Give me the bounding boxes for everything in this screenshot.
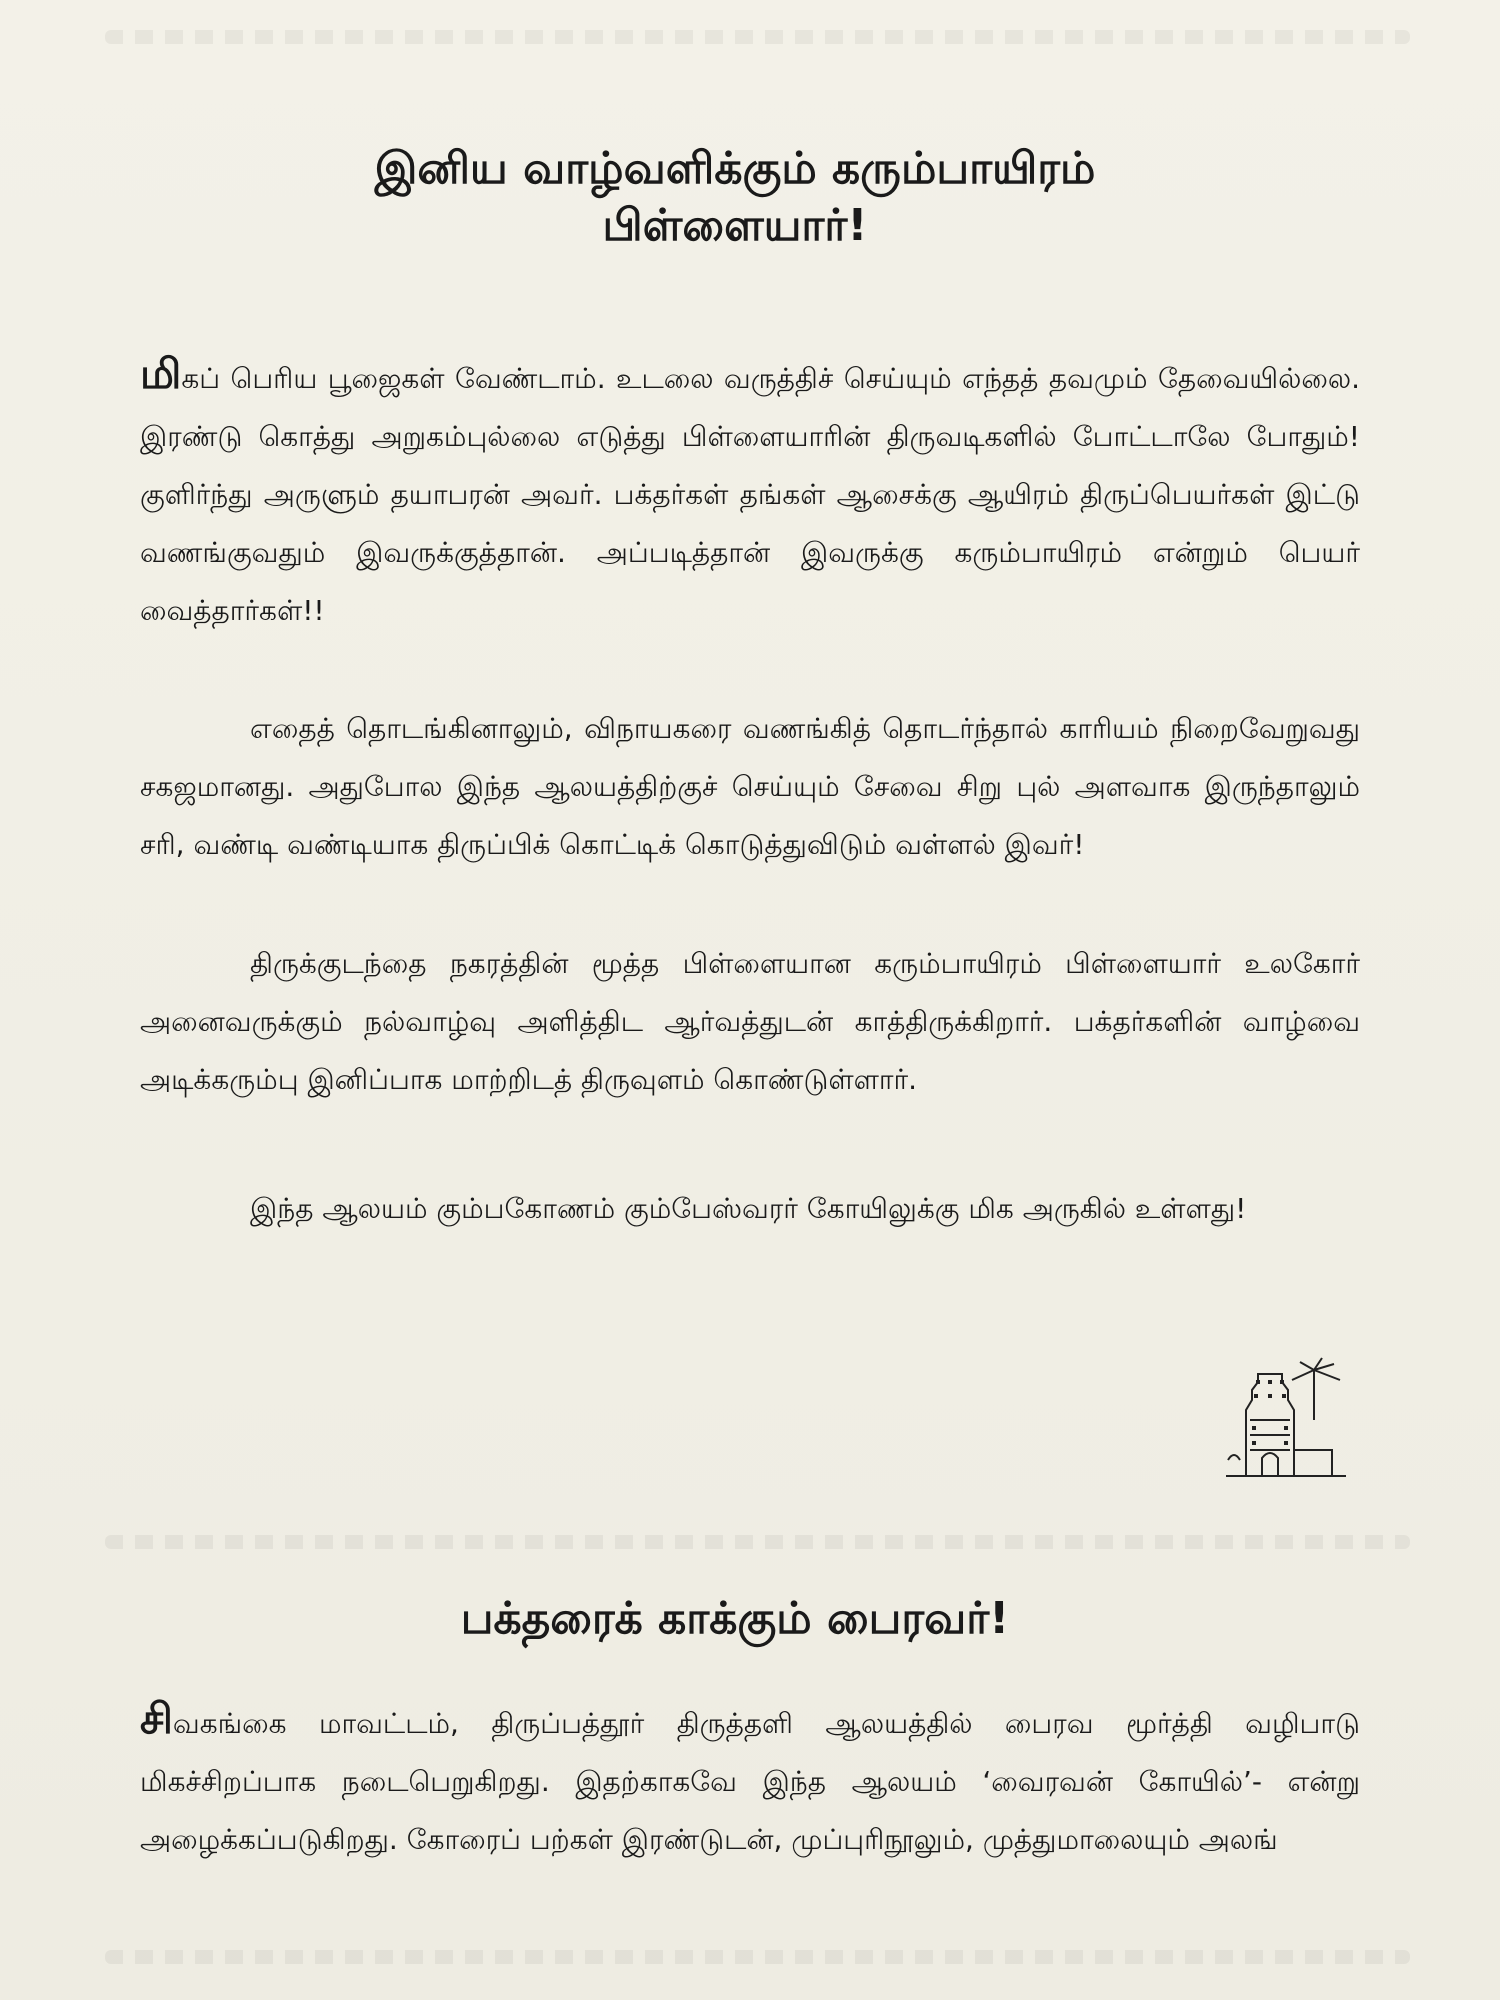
bleed-through-line <box>105 1950 1410 1964</box>
section2-title: பக்தரைக் காக்கும் பைரவர்! <box>460 1593 1010 1644</box>
section1-title <box>110 140 1360 254</box>
section1-paragraph-4: இந்த ஆலயம் கும்பகோணம் கும்பேஸ்வரர் கோயிலுக்கு மிக அருகில் உள்ளது! <box>250 1192 1247 1225</box>
section1-title-line1: இனிய வாழ்வளிக்கும் கரும்பாயிரம் <box>374 143 1096 194</box>
section1-title-line2: பிள்ளையார்! <box>602 200 868 252</box>
bleed-through-line <box>105 30 1410 44</box>
section2-paragraph-1 <box>140 1690 1360 1869</box>
bleed-through-line <box>105 1535 1410 1549</box>
paragraph-text: வகங்கை மாவட்டம், திருப்பத்தூர் திருத்தளி ஆலயத்தில் பைரவ மூர்த்தி வழிபாடு மிகச்சிறப்பாக நடைபெறுகிறது. இதற்காகவே இந்த ஆலயம் ‘வைரவன் கோயில்’- என்று அழைக்கப்படுகிறது. கோரைப் பற்கள் இரண்டுடன், முப்புரிநூலும், முத்துமாலையும் அலங் <box>140 1707 1360 1856</box>
section1-paragraph-3: திருக்குடந்தை நகரத்தின் மூத்த பிள்ளையான கரும்பாயிரம் பிள்ளையார் உலகோர் அனைவருக்கும் நல்வாழ்வு அளித்திட ஆர்வத்துடன் காத்திருக்கிறார். பக்தர்களின் வாழ்வை அடிக்கரும்பு இனிப்பாக மாற்றிடத் திருவுளம் கொண்டுள்ளார். <box>140 947 1360 1096</box>
temple-gopuram-icon <box>1222 1350 1352 1485</box>
section1-paragraph-1 <box>140 345 1360 640</box>
drop-cap: மி <box>140 349 182 398</box>
section1-paragraph-2: எதைத் தொடங்கினாலும், விநாயகரை வணங்கித் தொடர்ந்தால் காரியம் நிறைவேறுவது சகஜமானது. அதுபோல இந்த ஆலயத்திற்குச் செய்யும் சேவை சிறு புல் அளவாக இருந்தாலும் சரி, வண்டி வண்டியாக திருப்பிக் கொட்டிக் கொடுத்துவிடும் வள்ளல் இவர்! <box>140 712 1360 861</box>
paragraph-text: கப் பெரிய பூஜைகள் வேண்டாம். உடலை வருத்திச் செய்யும் எந்தத் தவமும் தேவையில்லை. இரண்டு கொத்து அறுகம்புல்லை எடுத்து பிள்ளையாரின் திருவடிகளில் போட்டாலே போதும்! குளிர்ந்து அருளும் தயாபரன் அவர். பக்தர்கள் தங்கள் ஆசைக்கு ஆயிரம் திருப்பெயர்கள் இட்டு வணங்குவதும் இவருக்குத்தான். அப்படித்தான் இவருக்கு கரும்பாயிரம் என்றும் பெயர் வைத்தார்கள்!! <box>140 362 1360 627</box>
drop-cap: சி <box>140 1694 173 1743</box>
